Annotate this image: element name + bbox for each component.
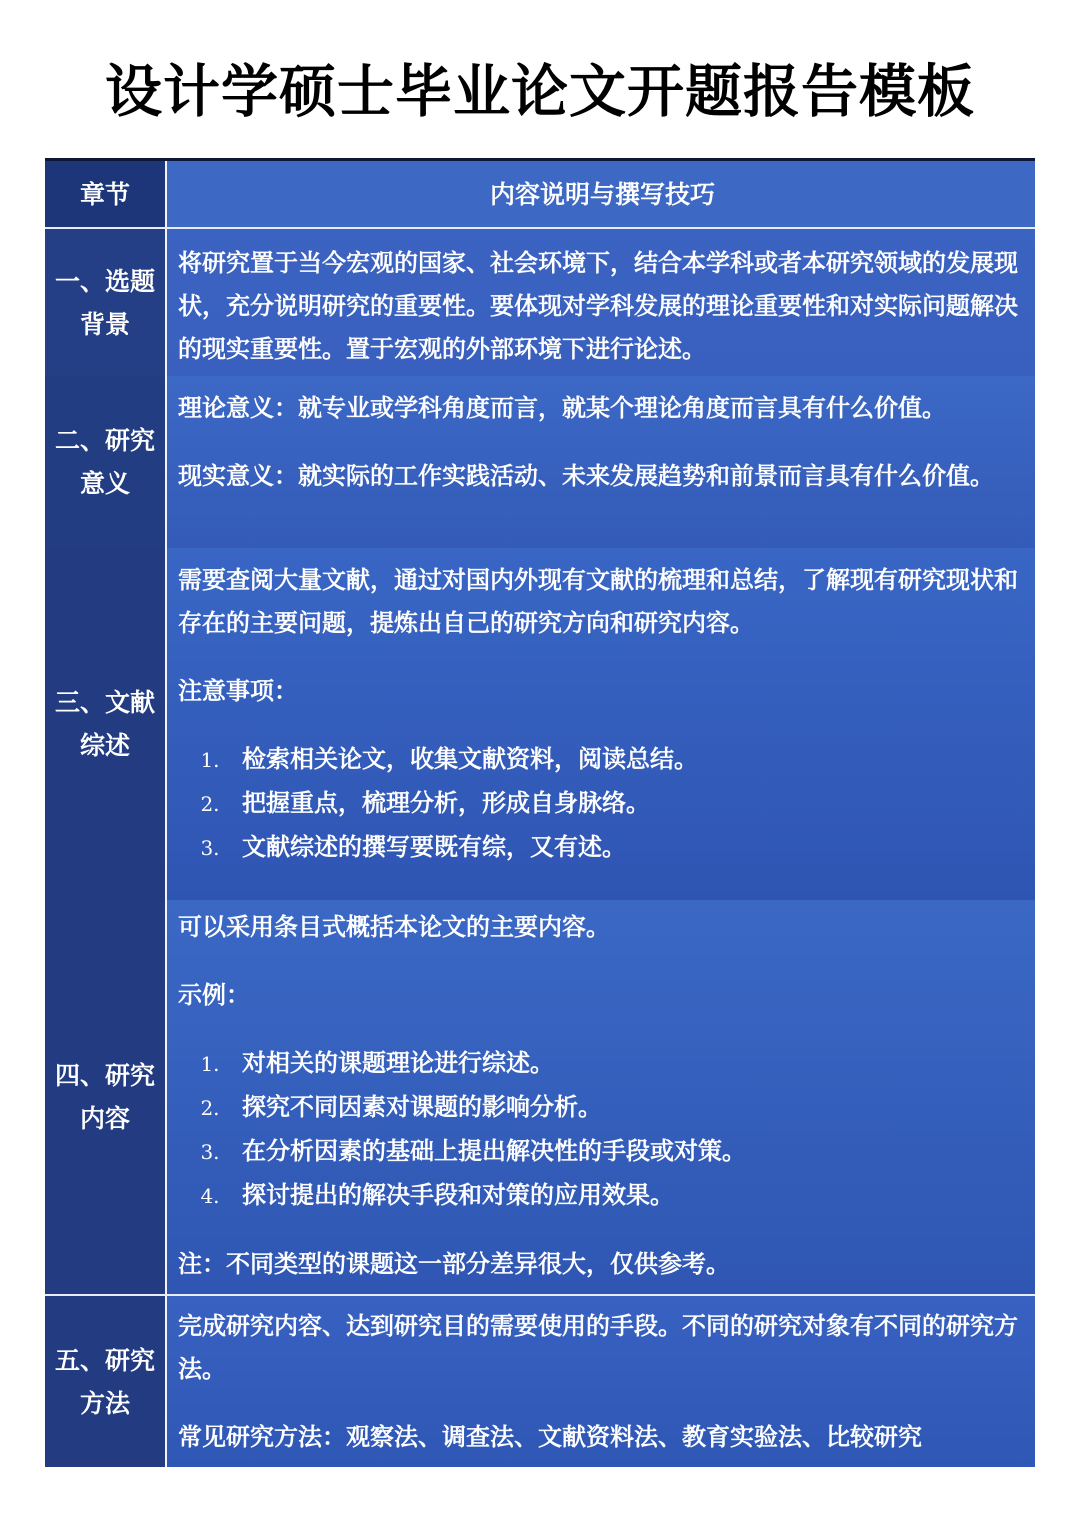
chapter-label-methods: 五、研究方法 (45, 1296, 167, 1467)
spacer (178, 1391, 1027, 1416)
paragraph-intro: 可以采用条目式概括本论文的主要内容。 (178, 913, 610, 941)
header-chapter: 章节 (45, 161, 167, 227)
list-number: 4. (200, 1184, 220, 1208)
list-text: 探讨提出的解决手段和对策的应用效果。 (242, 1181, 674, 1209)
content-significance (167, 376, 1035, 548)
list-number: 2. (200, 1096, 220, 1120)
spacer (178, 1017, 1027, 1042)
list-number: 1. (200, 748, 220, 772)
list-title: 注意事项： (178, 677, 298, 705)
spacer (178, 1218, 1027, 1243)
spacer (178, 949, 1027, 974)
paragraph: 将研究置于当今宏观的国家、社会环境下，结合本学科或者本研究领域的发展现状，充分说明研究的重要性。要体现对学科发展的理论重要性和对实际问题解决的现实重要性。置于宏观的外部环境下进行论述。 (178, 249, 1018, 363)
list-number: 3. (200, 1140, 220, 1164)
content-literature (167, 548, 1035, 900)
list-item (178, 1042, 1027, 1086)
spacer (178, 645, 1027, 670)
chapter-label-literature: 三、文献综述 (45, 548, 167, 900)
table-header-row (45, 161, 1035, 227)
list-text: 在分析因素的基础上提出解决性的手段或对策。 (242, 1137, 746, 1165)
list-text: 对相关的课题理论进行综述。 (242, 1049, 554, 1077)
note: 注：不同类型的课题这一部分差异很大，仅供参考。 (178, 1250, 730, 1278)
list-item (178, 1086, 1027, 1130)
paragraph-common-methods: 常见研究方法：观察法、调查法、文献资料法、教育实验法、比较研究 (178, 1423, 922, 1451)
chapter-label-content: 四、研究内容 (45, 900, 167, 1294)
paragraph-theoretical: 理论意义：就专业或学科角度而言，就某个理论角度而言具有什么价值。 (178, 394, 946, 422)
list-number: 3. (200, 836, 220, 860)
list-text: 文献综述的撰写要既有综，又有述。 (242, 833, 626, 861)
chapter-label-significance: 二、研究意义 (45, 376, 167, 548)
table-row-significance (45, 376, 1035, 548)
table-row-background (45, 229, 1035, 376)
paragraph-definition: 完成研究内容、达到研究目的需要使用的手段。不同的研究对象有不同的研究方法。 (178, 1312, 1018, 1383)
content-methods (167, 1296, 1035, 1467)
list-text: 把握重点，梳理分析，形成自身脉络。 (242, 789, 650, 817)
list-title: 示例： (178, 981, 250, 1009)
table-row-methods (45, 1296, 1035, 1467)
spacer (178, 713, 1027, 738)
report-template-table (45, 158, 1035, 1467)
spacer (178, 430, 1027, 455)
table-row-content (45, 900, 1035, 1294)
paragraph-intro: 需要查阅大量文献，通过对国内外现有文献的梳理和总结，了解现有研究现状和存在的主要问题，提炼出自己的研究方向和研究内容。 (178, 566, 1018, 637)
list-number: 2. (200, 792, 220, 816)
list-item (178, 782, 1027, 826)
chapter-label-background: 一、选题背景 (45, 229, 167, 376)
example-list (178, 1042, 1027, 1218)
list-number: 1. (200, 1052, 220, 1076)
list-text: 检索相关论文，收集文献资料，阅读总结。 (242, 745, 698, 773)
content-research (167, 900, 1035, 1294)
page-title: 设计学硕士毕业论文开题报告模板 (105, 58, 975, 125)
notes-list (178, 738, 1027, 870)
content-background (167, 229, 1035, 376)
list-item (178, 738, 1027, 782)
list-item (178, 1130, 1027, 1174)
table-row-literature (45, 548, 1035, 900)
list-text: 探究不同因素对课题的影响分析。 (242, 1093, 602, 1121)
header-content: 内容说明与撰写技巧 (167, 161, 1035, 227)
list-item (178, 826, 1027, 870)
paragraph-practical: 现实意义：就实际的工作实践活动、未来发展趋势和前景而言具有什么价值。 (178, 462, 994, 490)
list-item (178, 1174, 1027, 1218)
